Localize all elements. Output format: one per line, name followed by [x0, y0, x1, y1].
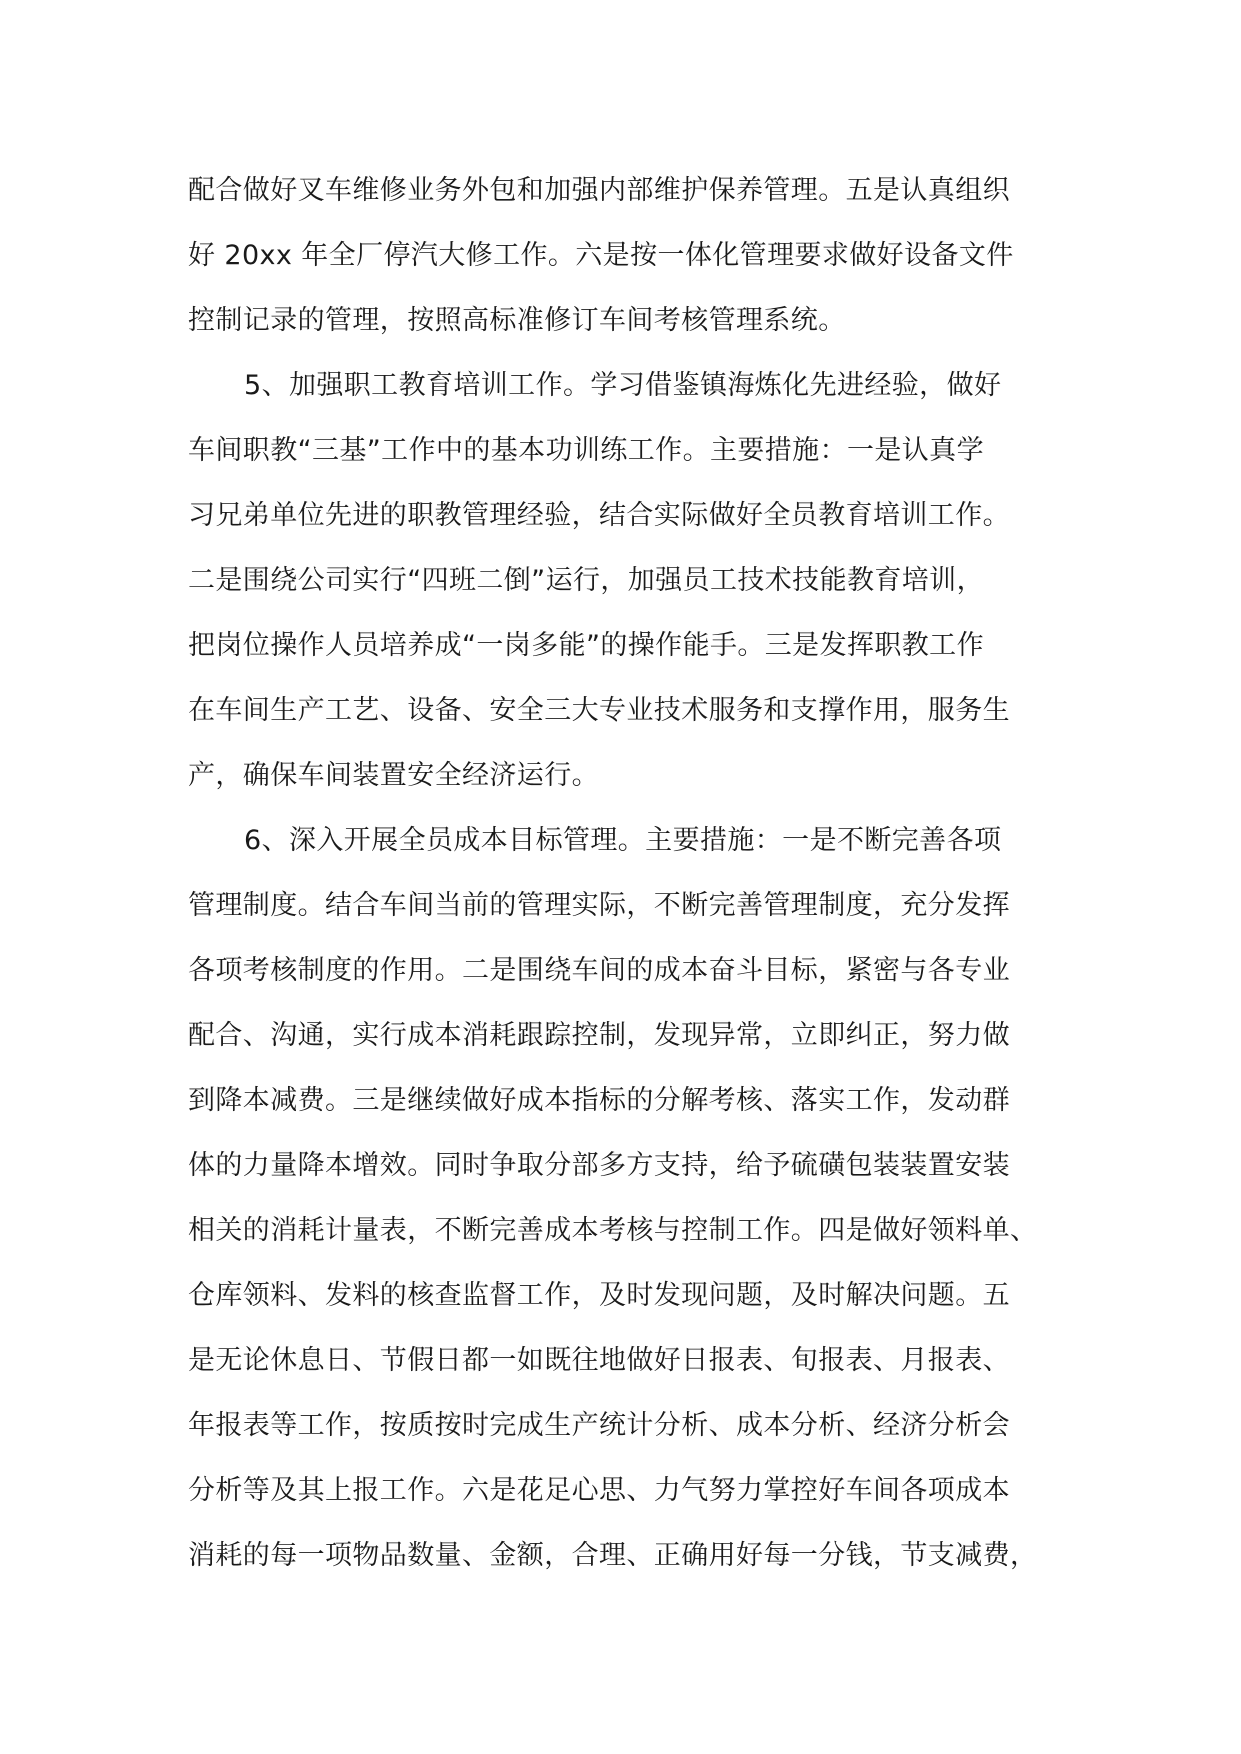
text-line: 消耗的每一项物品数量、金额，合理、正确用好每一分钱，节支减费， [188, 1540, 1038, 1571]
paragraph-start-line: 5、加强职工教育培训工作。学习借鉴镇海炼化先进经验，做好 [244, 370, 1002, 401]
text-line: 到降本减费。三是继续做好成本指标的分解考核、落实工作，发动群 [188, 1085, 1010, 1116]
text-line: 控制记录的管理，按照高标准修订车间考核管理系统。 [188, 305, 846, 336]
text-line: 把岗位操作人员培养成“一岗多能”的操作能手。三是发挥职教工作 [188, 630, 984, 661]
text-line: 分析等及其上报工作。六是花足心思、力气努力掌控好车间各项成本 [188, 1475, 1010, 1506]
text-line: 习兄弟单位先进的职教管理经验，结合实际做好全员教育培训工作。 [188, 500, 1010, 531]
text-line: 产，确保车间装置安全经济运行。 [188, 760, 599, 791]
text-line: 二是围绕公司实行“四班二倒”运行，加强员工技术技能教育培训， [188, 565, 984, 596]
text-line: 仓库领料、发料的核查监督工作，及时发现问题，及时解决问题。五 [188, 1280, 1010, 1311]
body-text [188, 158, 1088, 1588]
text-line: 好 20xx 年全厂停汽大修工作。六是按一体化管理要求做好设备文件 [188, 240, 1014, 271]
text-line: 体的力量降本增效。同时争取分部多方支持，给予硫磺包装装置安装 [188, 1150, 1010, 1181]
text-line: 管理制度。结合车间当前的管理实际，不断完善管理制度，充分发挥 [188, 890, 1010, 921]
text-line: 车间职教“三基”工作中的基本功训练工作。主要措施：一是认真学 [188, 435, 984, 466]
text-line: 配合、沟通，实行成本消耗跟踪控制，发现异常，立即纠正，努力做 [188, 1020, 1010, 1051]
text-line: 是无论休息日、节假日都一如既往地做好日报表、旬报表、月报表、 [188, 1345, 1010, 1376]
text-line: 年报表等工作，按质按时完成生产统计分析、成本分析、经济分析会 [188, 1410, 1010, 1441]
paragraph-start-line: 6、深入开展全员成本目标管理。主要措施：一是不断完善各项 [244, 825, 1002, 856]
text-line: 各项考核制度的作用。二是围绕车间的成本奋斗目标，紧密与各专业 [188, 955, 1010, 986]
text-line: 在车间生产工艺、设备、安全三大专业技术服务和支撑作用，服务生 [188, 695, 1010, 726]
text-line: 相关的消耗计量表，不断完善成本考核与控制工作。四是做好领料单、 [188, 1215, 1038, 1246]
text-line: 配合做好叉车维修业务外包和加强内部维护保养管理。五是认真组织 [188, 175, 1010, 206]
